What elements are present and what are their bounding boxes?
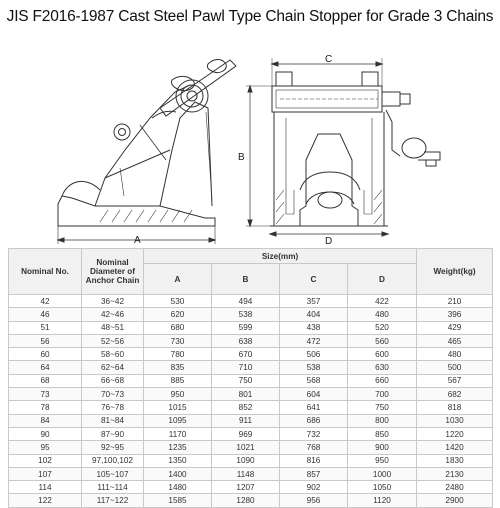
cell-d: 660 (348, 374, 417, 387)
cell-c: 857 (280, 467, 348, 480)
cell-b: 1090 (212, 454, 280, 467)
cell-c: 604 (280, 388, 348, 401)
header-d: D (348, 264, 417, 295)
cell-weight: 2130 (417, 467, 493, 480)
header-weight: Weight(kg) (417, 249, 493, 295)
cell-d: 800 (348, 414, 417, 427)
cell-nominal-no: 68 (9, 374, 82, 387)
cell-a: 835 (144, 361, 212, 374)
header-nominal-no: Nominal No. (9, 249, 82, 295)
dimension-label-d: D (325, 236, 333, 246)
cell-weight: 1220 (417, 427, 493, 440)
table-row (9, 454, 493, 467)
cell-c: 956 (280, 494, 348, 507)
cell-nominal-no: 102 (9, 454, 82, 467)
cell-nominal-no: 42 (9, 295, 82, 308)
cell-nominal-diameter: 58~60 (82, 348, 144, 361)
cell-a: 1015 (144, 401, 212, 414)
cell-a: 530 (144, 295, 212, 308)
table-row (9, 361, 493, 374)
cell-nominal-no: 60 (9, 348, 82, 361)
table-row (9, 401, 493, 414)
cell-nominal-diameter: 52~56 (82, 334, 144, 347)
cell-a: 950 (144, 388, 212, 401)
cell-nominal-no: 90 (9, 427, 82, 440)
cell-b: 1207 (212, 481, 280, 494)
table-row (9, 427, 493, 440)
cell-weight: 396 (417, 308, 493, 321)
specification-table (8, 248, 493, 508)
cell-weight: 210 (417, 295, 493, 308)
cell-d: 630 (348, 361, 417, 374)
cell-b: 750 (212, 374, 280, 387)
cell-nominal-no: 56 (9, 334, 82, 347)
cell-d: 560 (348, 334, 417, 347)
cell-nominal-no: 114 (9, 481, 82, 494)
cell-b: 494 (212, 295, 280, 308)
cell-a: 730 (144, 334, 212, 347)
cell-a: 1095 (144, 414, 212, 427)
cell-d: 900 (348, 441, 417, 454)
cell-c: 816 (280, 454, 348, 467)
cell-nominal-no: 64 (9, 361, 82, 374)
cell-a: 1235 (144, 441, 212, 454)
cell-nominal-no: 107 (9, 467, 82, 480)
header-nominal-diameter: Nominal Diameter of Anchor Chain (82, 249, 144, 295)
dimension-label-a: A (134, 235, 141, 246)
cell-weight: 429 (417, 321, 493, 334)
cell-nominal-diameter: 66~68 (82, 374, 144, 387)
cell-c: 568 (280, 374, 348, 387)
table-row (9, 334, 493, 347)
table-row (9, 467, 493, 480)
cell-b: 1148 (212, 467, 280, 480)
cell-d: 950 (348, 454, 417, 467)
cell-b: 1280 (212, 494, 280, 507)
dimension-label-b: B (238, 152, 245, 163)
cell-weight: 1830 (417, 454, 493, 467)
page-title: JIS F2016-1987 Cast Steel Pawl Type Chain Stopper for Grade 3 Chains (6, 8, 494, 25)
cell-c: 404 (280, 308, 348, 321)
cell-c: 357 (280, 295, 348, 308)
cell-weight: 567 (417, 374, 493, 387)
cell-d: 1120 (348, 494, 417, 507)
cell-d: 1050 (348, 481, 417, 494)
dimension-label-c: C (325, 54, 333, 65)
table-body (9, 295, 493, 508)
table-row (9, 441, 493, 454)
cell-nominal-no: 78 (9, 401, 82, 414)
cell-d: 850 (348, 427, 417, 440)
header-a: A (144, 264, 212, 295)
header-size: Size(mm) (144, 249, 417, 264)
cell-nominal-diameter: 48~51 (82, 321, 144, 334)
front-view-diagram (246, 58, 440, 236)
cell-b: 852 (212, 401, 280, 414)
cell-nominal-no: 95 (9, 441, 82, 454)
cell-a: 1350 (144, 454, 212, 467)
cell-b: 969 (212, 427, 280, 440)
cell-b: 1021 (212, 441, 280, 454)
cell-weight: 2480 (417, 481, 493, 494)
cell-nominal-diameter: 62~64 (82, 361, 144, 374)
cell-weight: 1030 (417, 414, 493, 427)
cell-b: 670 (212, 348, 280, 361)
cell-nominal-diameter: 111~114 (82, 481, 144, 494)
cell-b: 599 (212, 321, 280, 334)
cell-d: 700 (348, 388, 417, 401)
cell-weight: 465 (417, 334, 493, 347)
table-row (9, 348, 493, 361)
table-row (9, 414, 493, 427)
cell-weight: 500 (417, 361, 493, 374)
cell-weight: 480 (417, 348, 493, 361)
cell-nominal-diameter: 42~46 (82, 308, 144, 321)
table-row (9, 494, 493, 507)
header-b: B (212, 264, 280, 295)
cell-c: 686 (280, 414, 348, 427)
cell-nominal-diameter: 81~84 (82, 414, 144, 427)
cell-nominal-no: 122 (9, 494, 82, 507)
cell-a: 1480 (144, 481, 212, 494)
table-row (9, 308, 493, 321)
side-view-diagram (58, 60, 236, 245)
cell-nominal-diameter: 105~107 (82, 467, 144, 480)
cell-weight: 682 (417, 388, 493, 401)
chain-stopper-drawing (0, 38, 500, 246)
header-c: C (280, 264, 348, 295)
cell-d: 422 (348, 295, 417, 308)
cell-nominal-no: 46 (9, 308, 82, 321)
cell-a: 1170 (144, 427, 212, 440)
cell-weight: 1420 (417, 441, 493, 454)
table-row (9, 321, 493, 334)
cell-c: 641 (280, 401, 348, 414)
cell-c: 902 (280, 481, 348, 494)
cell-c: 732 (280, 427, 348, 440)
cell-a: 885 (144, 374, 212, 387)
cell-a: 680 (144, 321, 212, 334)
cell-d: 750 (348, 401, 417, 414)
cell-c: 538 (280, 361, 348, 374)
cell-a: 620 (144, 308, 212, 321)
cell-b: 801 (212, 388, 280, 401)
cell-b: 911 (212, 414, 280, 427)
cell-nominal-diameter: 70~73 (82, 388, 144, 401)
cell-nominal-diameter: 92~95 (82, 441, 144, 454)
cell-a: 1585 (144, 494, 212, 507)
cell-b: 638 (212, 334, 280, 347)
table-row (9, 374, 493, 387)
cell-c: 472 (280, 334, 348, 347)
table-row (9, 388, 493, 401)
cell-b: 538 (212, 308, 280, 321)
cell-nominal-diameter: 117~122 (82, 494, 144, 507)
cell-a: 780 (144, 348, 212, 361)
cell-nominal-diameter: 36~42 (82, 295, 144, 308)
table-row (9, 295, 493, 308)
cell-nominal-diameter: 76~78 (82, 401, 144, 414)
cell-c: 768 (280, 441, 348, 454)
cell-c: 438 (280, 321, 348, 334)
cell-d: 600 (348, 348, 417, 361)
cell-a: 1400 (144, 467, 212, 480)
cell-nominal-no: 73 (9, 388, 82, 401)
cell-nominal-diameter: 87~90 (82, 427, 144, 440)
cell-d: 1000 (348, 467, 417, 480)
cell-c: 506 (280, 348, 348, 361)
table-row (9, 481, 493, 494)
cell-b: 710 (212, 361, 280, 374)
cell-nominal-diameter: 97,100,102 (82, 454, 144, 467)
cell-nominal-no: 51 (9, 321, 82, 334)
cell-weight: 818 (417, 401, 493, 414)
cell-d: 480 (348, 308, 417, 321)
cell-d: 520 (348, 321, 417, 334)
cell-weight: 2900 (417, 494, 493, 507)
cell-nominal-no: 84 (9, 414, 82, 427)
